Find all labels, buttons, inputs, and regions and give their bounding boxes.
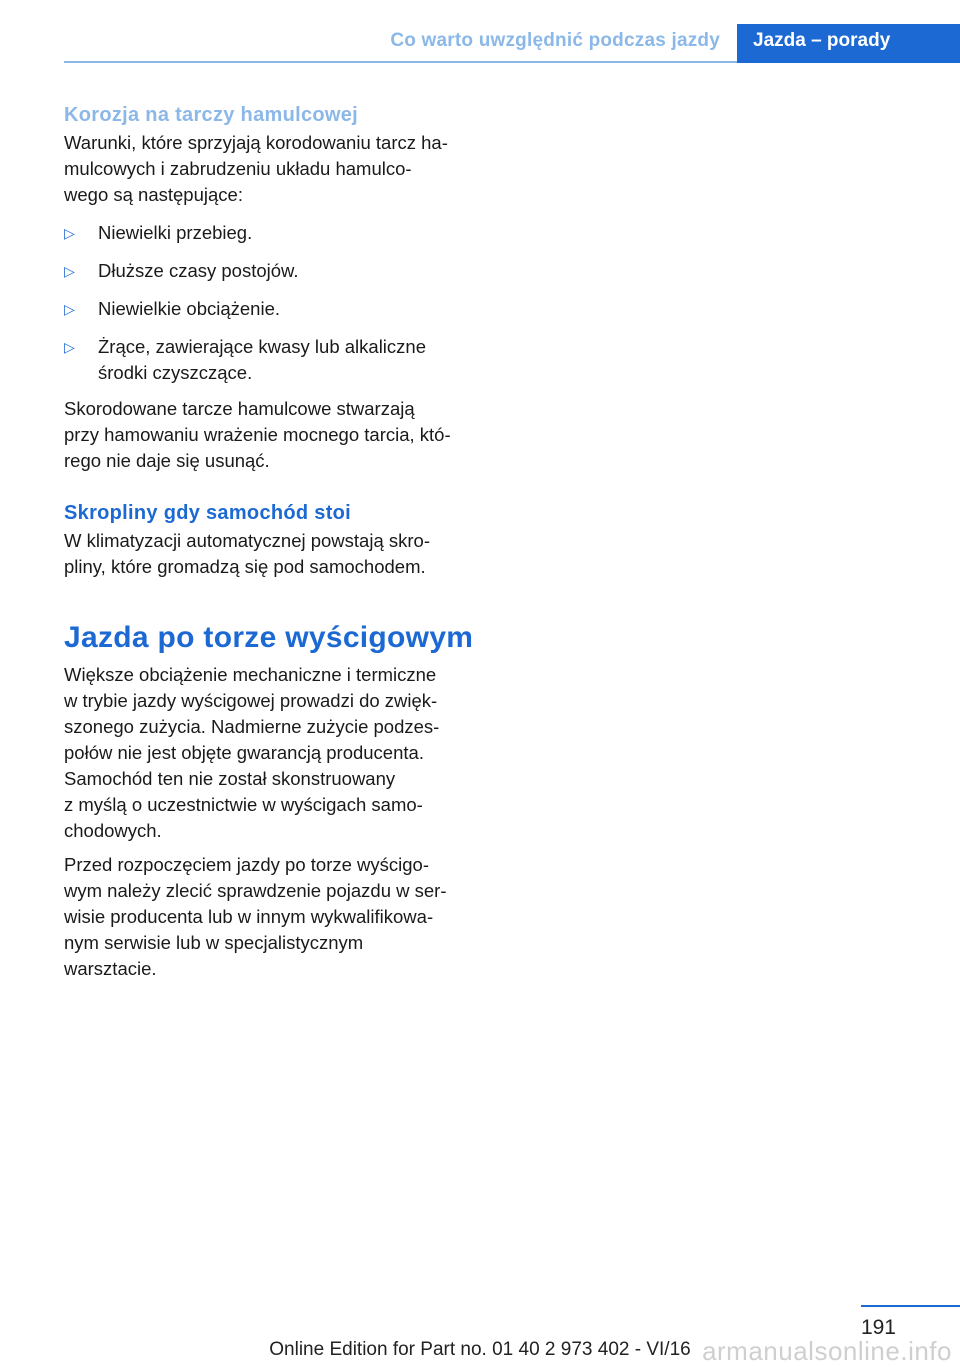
list-item-text: Niewielkie obciążenie. (98, 298, 281, 319)
list-item-text: Dłuższe czasy postojów. (98, 260, 299, 281)
heading-condensation: Skropliny gdy samochód stoi (64, 502, 352, 524)
header-section-title: Co warto uwzględnić podczas jazdy (390, 30, 720, 51)
triangle-bullet-icon: ▷ (64, 301, 75, 317)
heading-corrosion: Korozja na tarczy hamulcowej (64, 104, 359, 126)
list-item (64, 296, 480, 322)
corrosion-outro: Skorodowane tarcze hamulcowe stwarzają przy hamowaniu wrażenie mocnego tarcia, któ‐ rego nie daje się usunąć. (64, 398, 451, 471)
corrosion-conditions-list (64, 220, 480, 386)
race-track-paragraph-2: Przed rozpoczęciem jazdy po torze wyścigo‐ wym należy zlecić sprawdzenie pojazdu w ser‐ wisie producenta lub w innym wykwalifikowa‐ nym serwisie lub w specjalistycznym warsztacie. (64, 854, 447, 979)
list-item (64, 220, 480, 246)
edition-footer: Online Edition for Part no. 01 40 2 973 402 - VI/16 (269, 1339, 691, 1360)
race-track-paragraph-1: Większe obciążenie mechaniczne i termiczne w trybie jazdy wyścigowej prowadzi do zwięk‐ szonego zużycia. Nadmierne zużycie podzes‐ połów nie jest objęte gwarancją producenta. Samochód ten nie został skonstruowany z myślą o uczestnictwie w wyścigach samo‐ chodowych. (64, 664, 440, 841)
list-item-text: Niewielki przebieg. (98, 222, 253, 243)
list-item (64, 334, 480, 386)
page-number: 191 (860, 1316, 896, 1339)
page-content (64, 100, 480, 982)
watermark: armanualsonline.info (702, 1336, 952, 1366)
list-item (64, 258, 480, 284)
list-item-text: Żrące, zawierające kwasy lub alkaliczne środki czyszczące. (98, 336, 426, 383)
heading-race-track: Jazda po torze wyścigowym (64, 621, 474, 654)
corrosion-intro: Warunki, które sprzyjają korodowaniu tarcz ha‐ mulcowych i zabrudzeniu układu hamulco‐ wego są następujące: (64, 132, 448, 205)
footer-rule (861, 1305, 960, 1307)
triangle-bullet-icon: ▷ (64, 225, 75, 241)
triangle-bullet-icon: ▷ (64, 339, 75, 355)
condensation-text: W klimatyzacji automatycznej powstają skro‐ pliny, które gromadzą się pod samochodem. (64, 530, 430, 577)
header-chapter-tab: Jazda – porady (737, 24, 960, 63)
triangle-bullet-icon: ▷ (64, 263, 75, 279)
